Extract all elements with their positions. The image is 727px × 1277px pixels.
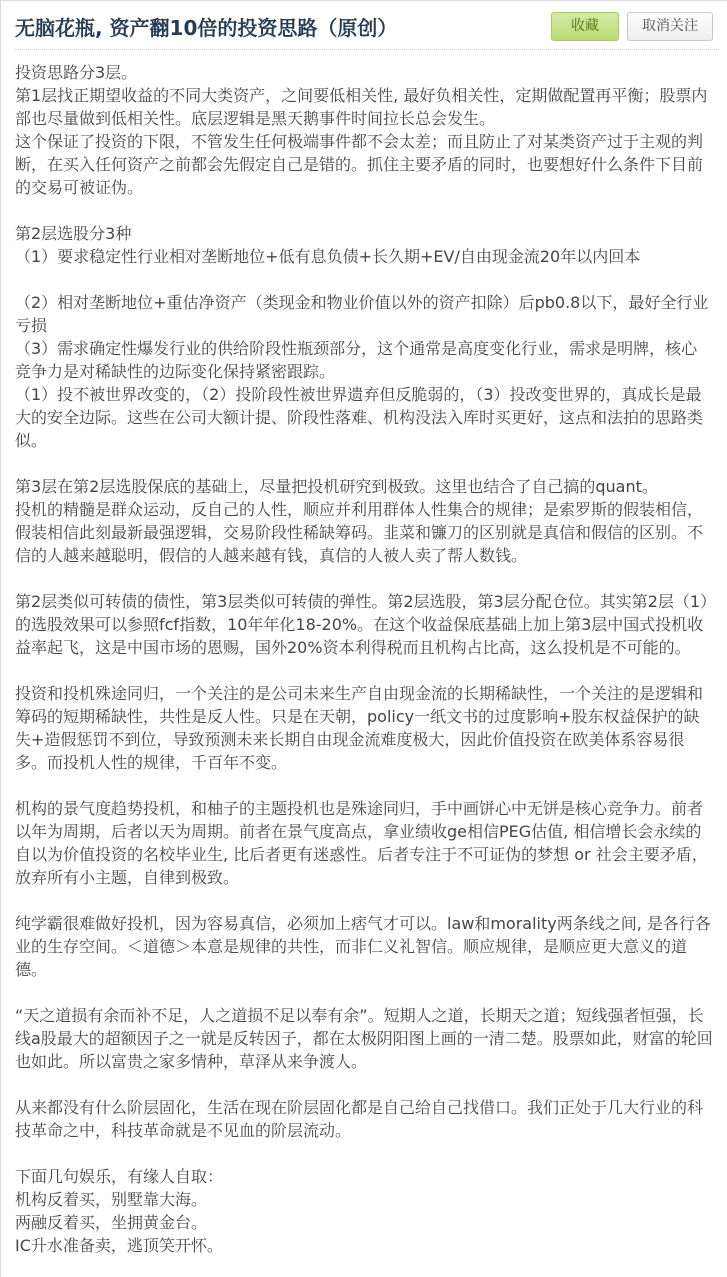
paragraph: 从来都没有什么阶层固化，生活在现在阶层固化都是自己给自己找借口。我们正处于几大行业的科技革命之中，科技革命就是不见血的阶层流动。 bbox=[15, 1098, 704, 1140]
paragraph: 投资思路分3层。 第1层找正期望收益的不同大类资产，之间要低相关性, 最好负相关性，定期做配置再平衡；股票内部也尽量做到低相关性。底层逻辑是黑天鹅事件时间拉长总会发生。 这个保证了投资的下限，不管发生任何极端事件都不会太差；而且防止了对某类资产过于主观的判断，在买入任何资产之前都会先假定自己是错的。抓住主要矛盾的同时，也要想好什么条件下目前的交易可被证伪。 bbox=[15, 63, 708, 197]
favorite-button[interactable]: 收藏 bbox=[551, 12, 619, 41]
paragraph: 下面几句娱乐，有缘人自取： 机构反着买，别墅靠大海。 两融反着买，坐拥黄金台。 IC升水准备卖，逃顶笑开怀。 bbox=[15, 1167, 224, 1255]
paragraph: 机构的景气度趋势投机，和柚子的主题投机也是殊途同归，手中画饼心中无饼是核心竞争力。前者以年为周期，后者以天为周期。前者在景气度高点，拿业绩收ge相信PEG估值, 相信增长会永续的自以为价值投资的名校毕业生, 比后者更有迷惑性。后者专注于不可证伪的梦想 or 社会主要矛盾，放弃所有小主题，自律到极致。 bbox=[15, 799, 708, 887]
paragraph: 纯学霸很难做好投机，因为容易真信，必须加上痞气才可以。law和morality两条线之间, 是各行各业的生存空间。＜道德＞本意是规律的共性，而非仁义礼智信。顺应规律，是顺应更大意义的道德。 bbox=[15, 914, 711, 979]
post-title: 无脑花瓶, 资产翻10倍的投资思路（原创） bbox=[15, 16, 398, 40]
paragraph: 投资和投机殊途同归，一个关注的是公司未来生产自由现金流的长期稀缺性，一个关注的是逻辑和筹码的短期稀缺性，共性是反人性。只是在天朝，policy一纸文书的过度影响+股东权益保护的缺失+造假惩罚不到位，导致预测未来长期自由现金流难度极大，因此价值投资在欧美体系容易很多。而投机人性的规律，千百年不变。 bbox=[15, 684, 704, 772]
header-buttons bbox=[551, 12, 713, 41]
paragraph: 第2层类似可转债的债性，第3层类似可转债的弹性。第2层选股，第3层分配仓位。其实第2层（1）的选股效果可以参照fcf指数，10年年化18-20%。在这个收益保底基础上加上第3层中国式投机收益率起飞，这是中国市场的恩赐，国外20%资本利得税而且机构占比高，这么投机是不可能的。 bbox=[15, 592, 709, 657]
paragraph: 第2层选股分3种 （1）要求稳定性行业相对垄断地位+低有息负债+长久期+EV/自由现金流20年以内回本 bbox=[15, 224, 641, 266]
post-header bbox=[1, 1, 727, 49]
paragraph: 第3层在第2层选股保底的基础上，尽量把投机研究到极致。这里也结合了自己搞的quant。 投机的精髓是群众运动，反自己的人性，顺应并利用群体人性集合的规律；是索罗斯的假装相信，假装相信此刻最新最强逻辑，交易阶段性稀缺筹码。韭菜和镰刀的区别就是真信和假信的区别。不信的人越来越聪明，假信的人越来越有钱，真信的人被人卖了帮人数钱。 bbox=[15, 477, 704, 565]
paragraph: “天之道损有余而补不足，人之道损不足以奉有余”。短期人之道，长期天之道；短线强者恒强，长线a股最大的超额因子之一就是反转因子，都在太极阴阳图上画的一清二楚。股票如此，财富的轮回也如此。所以富贵之家多情种，草泽从来争渡人。 bbox=[15, 1006, 713, 1071]
post-body bbox=[1, 50, 727, 1277]
paragraph: （2）相对垄断地位+重估净资产（类现金和物业价值以外的资产扣除）后pb0.8以下，最好全行业亏损 （3）需求确定性爆发行业的供给阶段性瓶颈部分，这个通常是高度变化行业，需求是明牌，核心竞争力是对稀缺性的边际变化保持紧密跟踪。 （1）投不被世界改变的，（2）投阶段性被世界遗弃但反脆弱的，（3）投改变世界的，真成长是最大的安全边际。这些在公司大额计提、阶段性落难、机构没法入库时买更好，这点和法拍的思路类似。 bbox=[15, 293, 709, 450]
unfollow-button[interactable]: 取消关注 bbox=[627, 12, 713, 41]
